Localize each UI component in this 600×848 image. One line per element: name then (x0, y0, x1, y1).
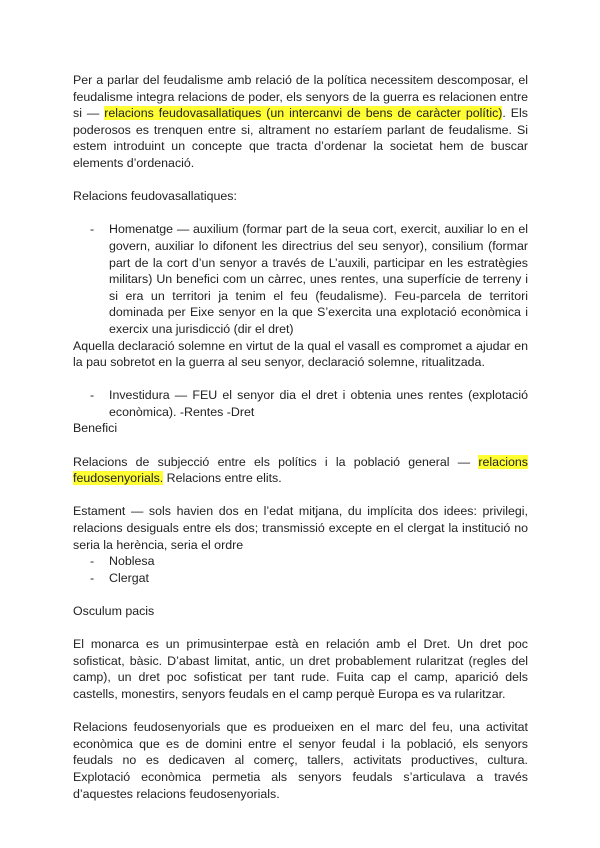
paragraph-benefici: Benefici (73, 421, 118, 436)
text-segment: Relacions entre elits. (163, 471, 282, 486)
list-item: - Homenatge — auxilium (formar part de la seua cort, exercit, auxiliar lo en el govern, auxiliar lo difonent les directrius del seu senyor), consilium (formar part de la cort d’un senyor a través de L’auxili, participar en les estratègies militars) Un benefici com un càrrec, unes rentes, una superfície de terreny i si era un territori ja tenim el feu (feudalisme). Feu-parcela de territori dominada per Eixe senyor en la que S’exercita una explotació econòmica i exercix una jurisdicció (dir el dret) (73, 221, 528, 337)
text-segment: Relacions de subjecció entre els polítics i la població general — (73, 454, 479, 469)
paragraph-estament: Estament — sols havien dos en l’edat mitjana, du implícita dos idees: privilegi, relacions desiguals entre els dos; transmissió excepte en el clergat la institució no seria la herència, seria el ordre (73, 504, 528, 552)
paragraph-declaracio-solemne: Aquella declaració solemne en virtut de la qual el vasall es compromet a ajudar en la pau sobretot en la guerra al seu senyor, declaració solemne, ritualitzada. (73, 338, 528, 370)
bullet-list (73, 221, 528, 337)
list-item: - Investidura — FEU el senyor dia el dret i obtenia unes rentes (explotació econòmica). -Rentes -Dret (73, 387, 528, 420)
bullet-list (73, 553, 528, 586)
highlighted-text: relacions feudosenyorials. (73, 454, 528, 486)
paragraph-osculum-pacis: Osculum pacis (73, 604, 155, 618)
text-segment: . Els poderosos es trenquen entre si, altrament no estaríem parlant de feudalisme. Si estem introduint un concepte que tracta d’ordenar la societat hem de buscar elements d’ordenació. (73, 106, 528, 170)
paragraph-relacions-subjeccio (73, 454, 528, 487)
paragraph-feudalisme-intro (73, 72, 528, 172)
text-segment: Per a parlar del feudalisme amb relació de la política necessitem descomposar, el feudalisme integra relacions de poder, els senyors de la guerra es relacionen entre si — (73, 73, 528, 121)
list-item: - Noblesa (73, 553, 528, 570)
paragraph-relacions-feudosenyorials: Relacions feudosenyorials que es produeixen en el marc del feu, una activitat econòmica que es de domini entre el senyor feudal i la població, els senyors feudals no es dedicaven al comerç, tallers, activitats productives, cultura. Explotació econòmica permetia als senyors feudals s’articulava a través d’aquestes relacions feudosenyorials. (73, 720, 528, 801)
list-item: - Clergat (73, 570, 528, 587)
bullet-list (73, 387, 528, 420)
paragraph-monarca: El monarca es un primusinterpae està en relación amb el Dret. Un dret poc sofisticat, bàsic. D’abast limitat, antic, un dret probablement rularitzat (regles del camp), un dret poc sofisticat per tant rude. Fuita cap el camp, aparició dels castells, monestirs, senyors feudals en el camp perquè Europa es va rularitzar. (73, 637, 528, 701)
heading-relacions-feudovasallatiques: Relacions feudovasallatiques: (73, 189, 237, 204)
highlighted-text: relacions feudovasallatiques (un intercanvi de bens de caràcter polític) (104, 106, 503, 121)
